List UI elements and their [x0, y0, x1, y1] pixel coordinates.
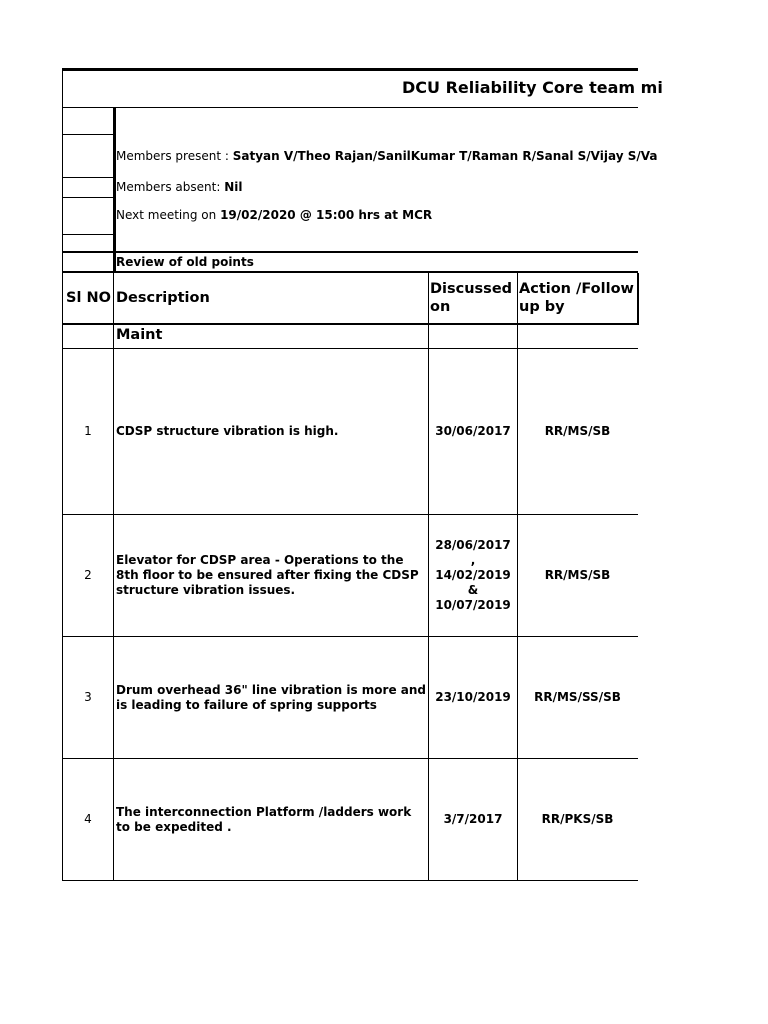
row-4-description-text: The interconnection Platform /ladders work to be expedited .	[116, 804, 412, 834]
members-absent-value: Nil	[224, 180, 243, 194]
grid-line	[62, 107, 638, 108]
grid-line	[637, 273, 639, 325]
row-3-action-text: RR/MS/SS/SB	[534, 690, 621, 704]
header-sl-no: Sl NO	[66, 290, 111, 306]
members-present	[116, 149, 657, 163]
row-4-description	[116, 759, 426, 880]
members-present-label: Members present :	[116, 149, 229, 163]
row-3-discussed	[429, 637, 517, 758]
row-4-sl-text: 4	[84, 812, 92, 826]
row-2-action	[518, 515, 637, 636]
next-meeting	[116, 208, 432, 222]
row-3-sl-text: 3	[84, 690, 92, 704]
row-1-sl-text: 1	[84, 424, 92, 438]
row-4-discussed	[429, 759, 517, 880]
members-absent-label: Members absent:	[116, 180, 221, 194]
next-meeting-value: 19/02/2020 @ 15:00 hrs at MCR	[220, 208, 433, 222]
grid-line	[62, 134, 114, 135]
grid-line	[62, 197, 114, 198]
grid-line	[62, 251, 638, 253]
row-2-action-text: RR/MS/SB	[544, 568, 611, 582]
grid-line	[62, 323, 638, 325]
row-1-description-text: CDSP structure vibration is high.	[116, 424, 339, 438]
row-2-discussed-text: 28/06/2017 , 14/02/2019 & 10/07/2019	[435, 538, 511, 612]
members-absent	[116, 180, 243, 194]
row-1-discussed	[429, 349, 517, 514]
grid-line	[62, 271, 638, 273]
row-3-sl	[63, 637, 113, 758]
next-meeting-label: Next meeting on	[116, 208, 217, 222]
row-3-discussed-text: 23/10/2019	[435, 690, 511, 704]
border-bottom	[62, 880, 638, 881]
row-3-action	[518, 637, 637, 758]
header-action-follow-up: Action /Follow up by	[519, 281, 634, 315]
border-top	[62, 68, 638, 71]
review-old-points-label: Review of old points	[116, 255, 254, 269]
row-1-discussed-text: 30/06/2017	[435, 424, 511, 438]
section-maint: Maint	[116, 327, 163, 343]
row-2-sl	[63, 515, 113, 636]
row-2-description	[116, 515, 426, 636]
row-1-sl	[63, 349, 113, 514]
row-1-action-text: RR/MS/SB	[544, 424, 611, 438]
row-4-discussed-text: 3/7/2017	[443, 812, 503, 826]
row-4-action-text: RR/PKS/SB	[541, 812, 614, 826]
grid-line	[62, 177, 114, 178]
members-present-value: Satyan V/Theo Rajan/SanilKumar T/Raman R/Sanal S/Vijay S/Va	[232, 149, 658, 163]
grid-line	[113, 273, 114, 880]
header-description: Description	[116, 290, 210, 306]
row-4-action	[518, 759, 637, 880]
header-discussed-on: Discussed on	[430, 281, 513, 315]
row-2-sl-text: 2	[84, 568, 92, 582]
page-title: DCU Reliability Core team mi	[402, 78, 663, 97]
row-4-sl	[63, 759, 113, 880]
row-3-description	[116, 637, 426, 758]
row-3-description-text: Drum overhead 36" line vibration is more and is leading to failure of spring supports	[116, 682, 426, 712]
row-1-action	[518, 349, 637, 514]
grid-line	[62, 234, 114, 235]
row-2-discussed	[429, 515, 517, 636]
row-1-description	[116, 349, 426, 514]
row-2-description-text: Elevator for CDSP area - Operations to the 8th floor to be ensured after fixing the CDSP structure vibration issues.	[116, 553, 419, 597]
